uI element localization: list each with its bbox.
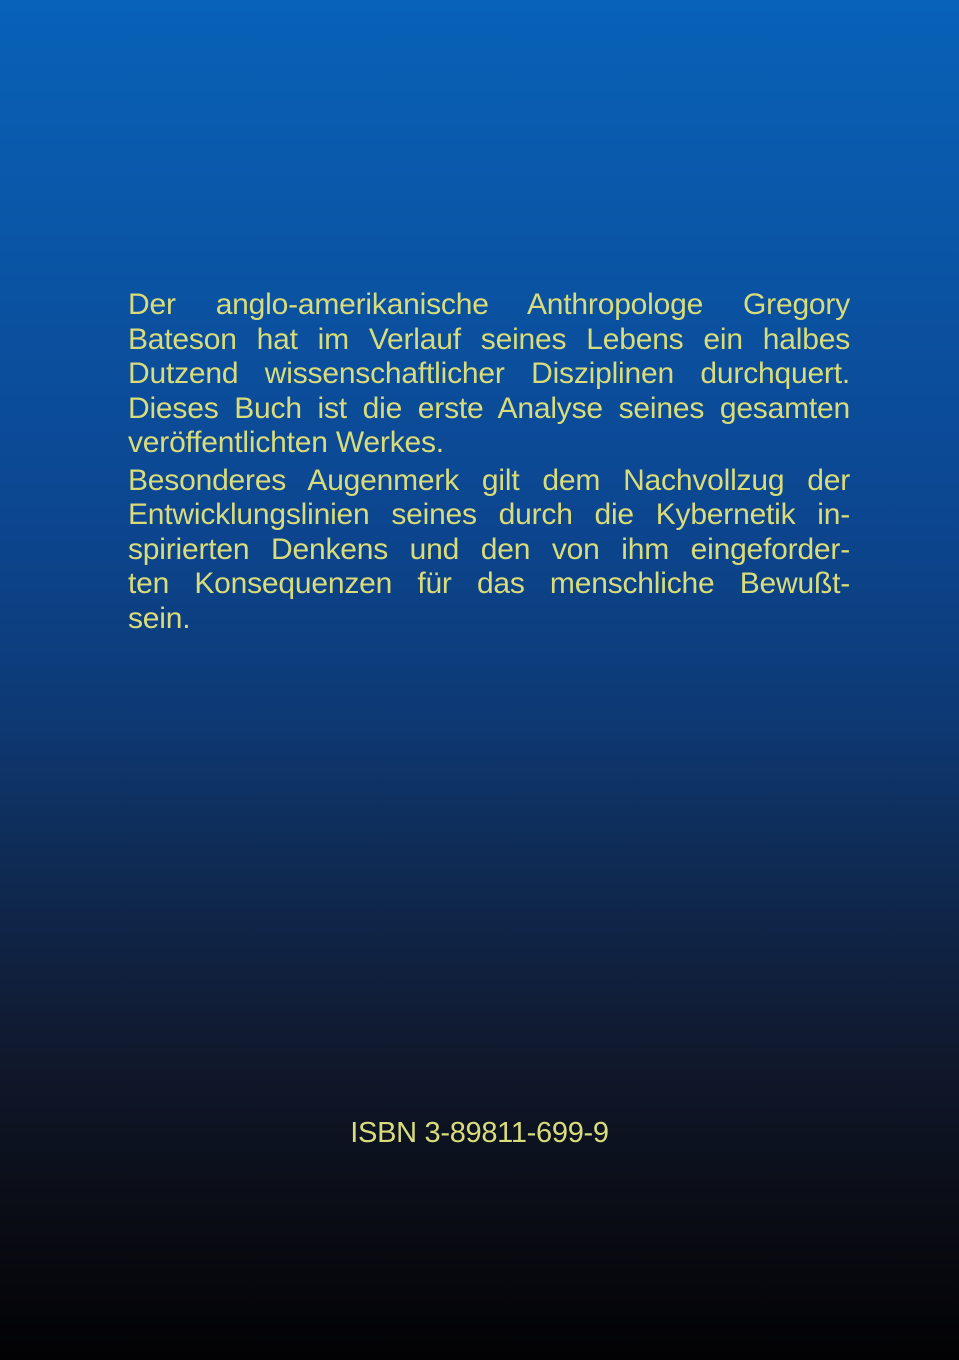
blurb-text — [128, 288, 850, 636]
text-line: Besonderes Augenmerk gilt dem Nachvollzug der — [128, 463, 850, 497]
text-line: spirierten Denkens und den von ihm eingeforder- — [128, 532, 850, 566]
text-line: Bateson hat im Verlauf seines Lebens ein halbes — [128, 322, 850, 356]
isbn-label: ISBN 3-89811-699-9 — [350, 1117, 609, 1149]
blurb-paragraph-2 — [128, 464, 850, 637]
text-line: Dieses Buch ist die erste Analyse seines gesamten — [128, 391, 850, 425]
text-line: veröffentlichten Werkes. — [128, 426, 444, 459]
text-line: Entwicklungslinien seines durch die Kybernetik in- — [128, 498, 850, 531]
text-line: Dutzend wissenschaftlicher Disziplinen durchquert. — [128, 357, 850, 390]
text-line: ten Konsequenzen für das menschliche Bewußt- — [128, 567, 850, 600]
text-line: sein. — [128, 601, 191, 635]
text-line: Der anglo-amerikanische Anthropologe Gregory — [128, 288, 850, 321]
blurb-paragraph-1 — [128, 288, 850, 461]
